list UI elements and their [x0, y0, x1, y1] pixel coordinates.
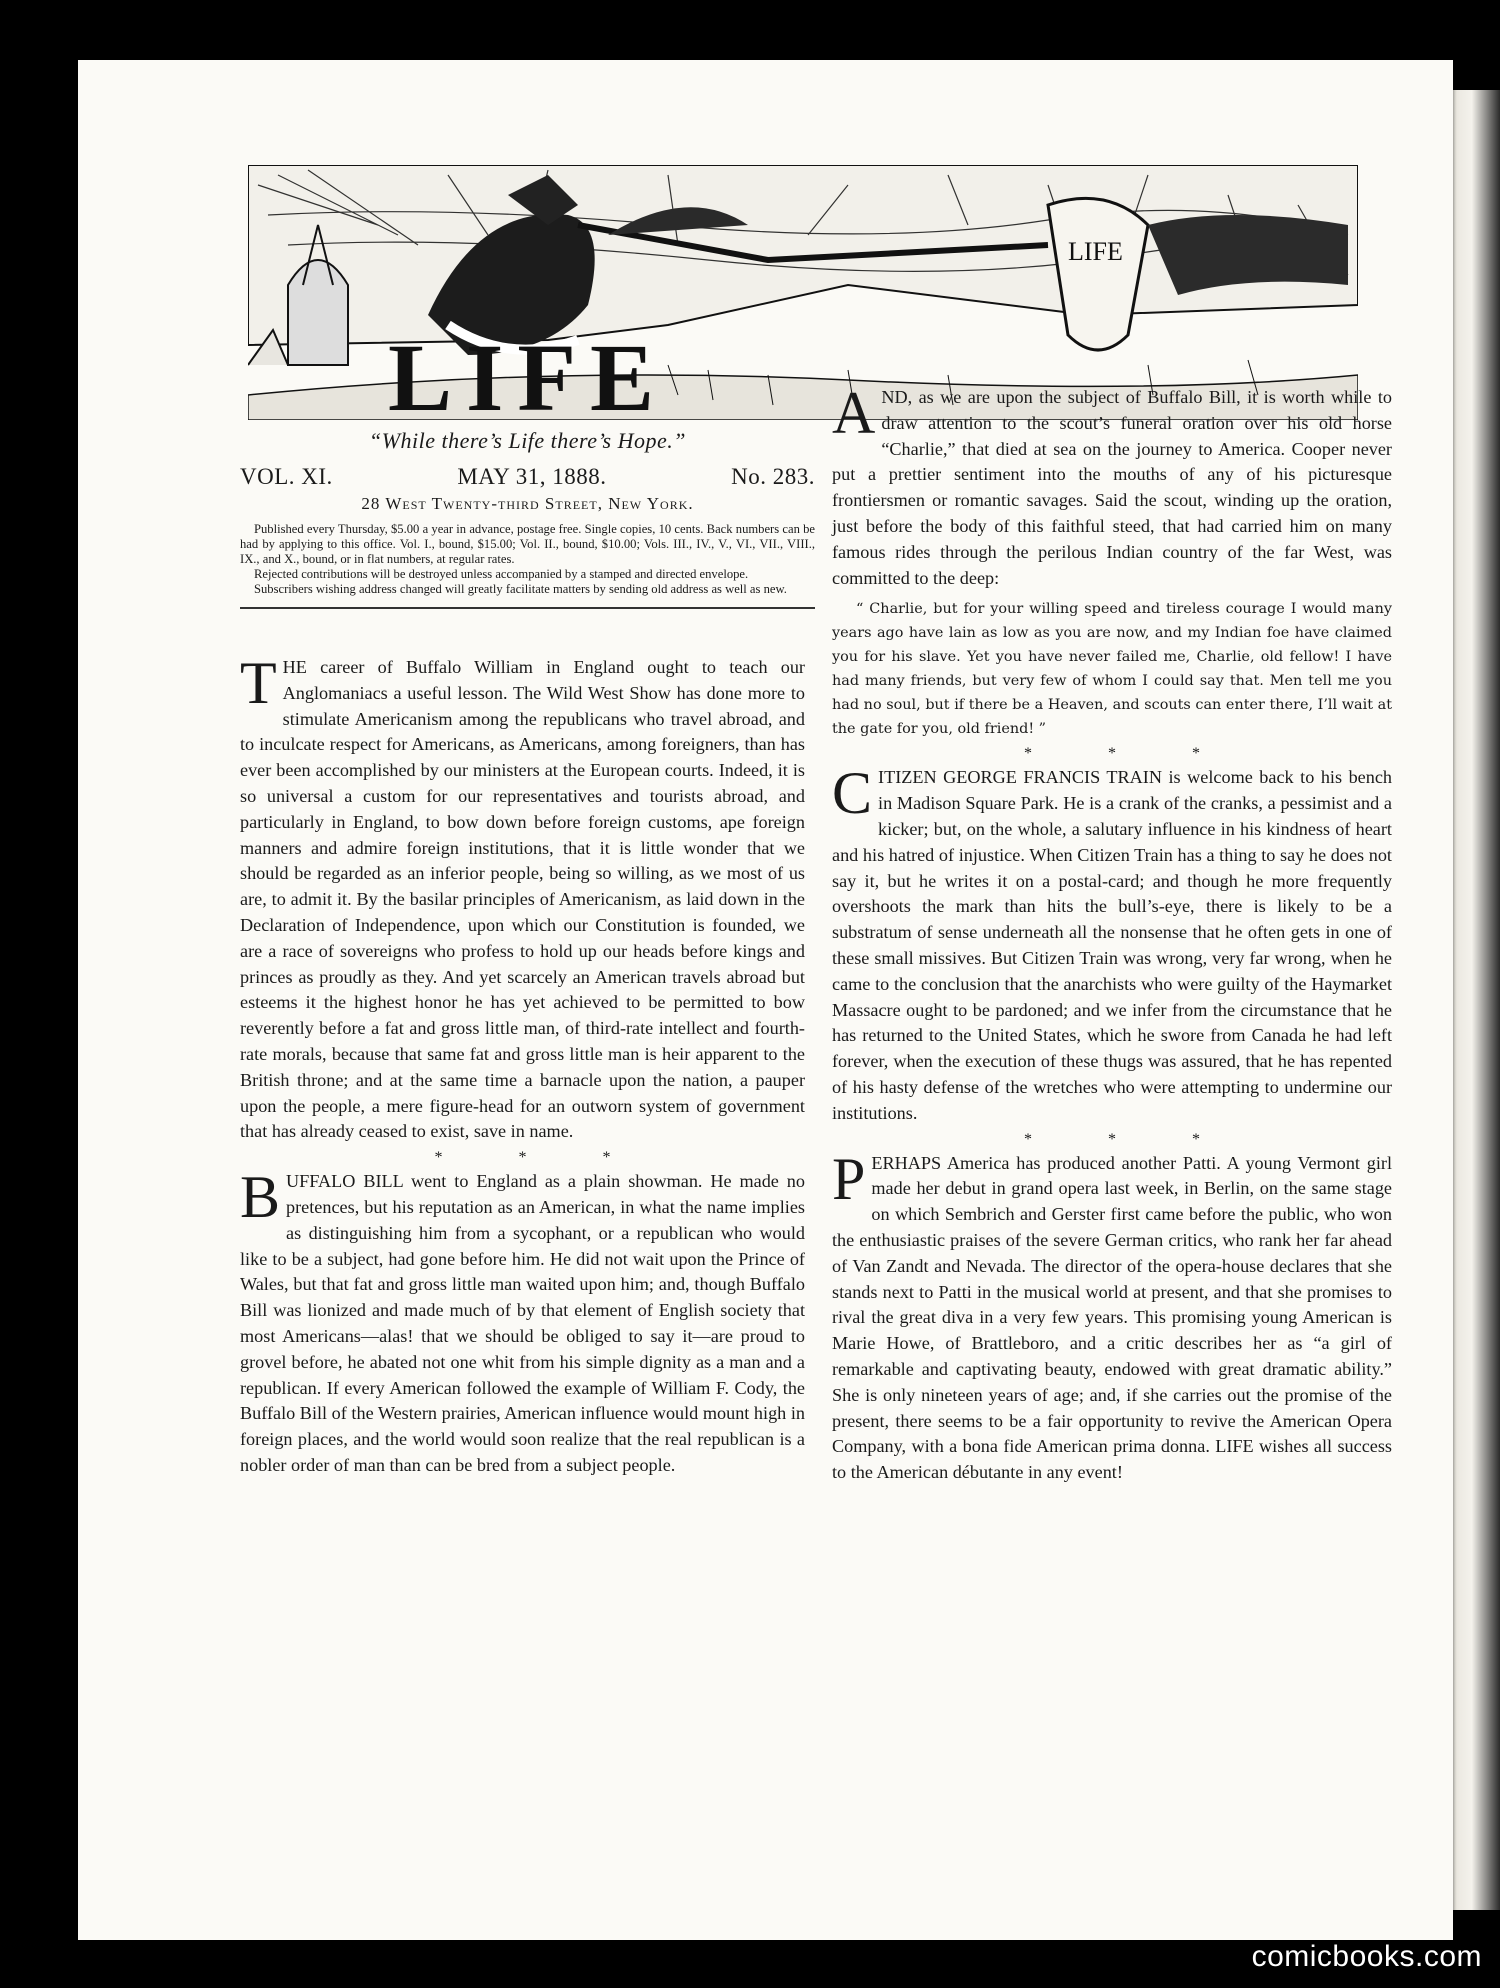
- publisher-address: 28 West Twenty-third Street, New York.: [361, 494, 694, 513]
- drop-cap: A: [832, 380, 876, 446]
- article-text: ERHAPS America has produced another Patti. A young Vermont girl made her debut in grand opera last week, in Berlin, on the same stage on which Sembrich and Gerster first came before the public, who won the enthusiastic praises of the severe German critics, who rank her far ahead of Van Zandt and Nevada. The director of the opera-house declares that she stands next to Patti in the musical world at present, and that she promises to rival the great diva in a very few years. This promising young American is Marie Howe, of Brattleboro, and a critic describes her as “a girl of remarkable and captivating beauty, endowed with great dramatic ability.” She is only nineteen years of age; and, if she carries out the promise of the present, there seems to be a fair opportunity to revive the American Opera Company, with a bona fide American prima donna. LIFE wishes all success to the American débutante in any event!: [832, 1152, 1392, 1483]
- motto: “While there’s Life there’s Hope.”: [368, 428, 687, 453]
- publication-info-line: Subscribers wishing address changed will greatly facilitate matters by sending old address as well as new.: [254, 582, 787, 596]
- article-buffalo-bill: [240, 1164, 805, 1479]
- article-charlie: [832, 380, 1392, 591]
- drop-cap: B: [240, 1164, 281, 1231]
- right-column: [832, 380, 1392, 1486]
- drop-cap: P: [832, 1145, 866, 1212]
- masthead-info: [240, 420, 815, 609]
- article-text: HE career of Buffalo William in England ought to teach our Anglomaniacs a useful lesson. The Wild West Show has done more to stimulate Americanism among the republicans who travel abroad, and to inculcate respect for Americans, as Americans, among foreigners, than has ever been accomplished by our ministers at the European courts. Indeed, it is so universal a custom for our representatives and tourists abroad, and particularly in England, to bow down before foreign customs, ape foreign manners and admire foreign institutions, that it is little wonder that we should be regarded as an inferior people, being so willing, as we most of us are, to admit it. By the basilar principles of Americanism, as laid down in the Declaration of Independence, upon which our Constitution is founded, we are a race of sovereigns who profess to hold up our heads before kings and princes as proudly as they. And yet scarcely an American travels abroad but esteems it the highest honor he has yet achieved to be permitted to bow reverently before a fat and gross little man, of third-rate intellect and fourth-rate morals, because that same fat and gross little man is heir apparent to the British throne; and at the same time a barnacle upon the nation, a pauper upon the people, a mere figure-head for an outworn system of government that has already ceased to exist, save in name.: [240, 657, 805, 1142]
- section-separator: * * *: [1024, 1130, 1236, 1148]
- drop-cap: T: [240, 650, 277, 716]
- masthead-title: LIFE: [388, 324, 669, 420]
- volume-label: VOL. XI.: [240, 464, 333, 489]
- section-separator: * * *: [1024, 745, 1236, 763]
- publication-info-line: Published every Thursday, $5.00 a year in advance, postage free. Single copies, 10 cents. Back numbers can be had by applying to this office. Vol. I., bound, $15.00; Vol. II., bound, $10.00; Vols. III., IV., V., VI., VII., VIII., IX., and X., bound, or in flat numbers, at regular rates.: [240, 522, 815, 566]
- page-edge: [1453, 90, 1500, 1910]
- publication-info: [240, 522, 815, 597]
- section-separator: * * *: [434, 1149, 647, 1167]
- masthead-illustration: [248, 165, 1358, 420]
- svg-text:LIFE: LIFE: [1068, 237, 1123, 266]
- article-text: UFFALO BILL went to England as a plain showman. He made no pretences, but his reputation as an American, in what the name implies as distinguishing him from a sycophant, or a republican who would like to be a subject, had gone before him. He did not wait upon the Prince of Wales, but that fat and gross little man waited upon him; and, though Buffalo Bill was lionized and made much of by that element of English society that most Americans—alas! that we should be obliged to say it—are proud to grovel before, he abated not one whit from his simple dignity as a man and a republican. If every American followed the example of William F. Cody, the Buffalo Bill of the Western prairies, American influence would mount high in foreign places, and the world would soon realize that the real republican is a nobler order of man than can be bred from a subject people.: [240, 1171, 805, 1475]
- article-train: [832, 760, 1392, 1126]
- drop-cap: C: [832, 760, 873, 827]
- article-anglomaniacs: [240, 650, 805, 1145]
- header-rule: [240, 607, 815, 609]
- issue-number: No. 283.: [731, 464, 815, 489]
- article-text: ITIZEN GEORGE FRANCIS TRAIN is welcome back to his bench in Madison Square Park. He is a crank of the cranks, a pessimist and a kicker; but, on the whole, a salutary influence in his kindness of heart and his hatred of injustice. When Citizen Train has a thing to say he does not say it, but he writes it on a postal-card; and though he more frequently overshoots the mark than hits the bull’s-eye, there is likely to be a substratum of sense underneath all the nonsense that he often gets in one of these small missives. But Citizen Train was wrong, very far wrong, when he came to the conclusion that the anarchists who were guilty of the Haymarket Massacre ought to be pardoned; and we infer from the circumstance that he has returned to the United States, which he swore from Canada he had left forever, when the execution of these thugs was assured, that he has repented of his hasty defense of the wretches who were attempting to undermine our institutions.: [832, 767, 1392, 1123]
- article-patti: [832, 1145, 1392, 1486]
- issue-date: MAY 31, 1888.: [457, 464, 607, 489]
- article-text: ND, as we are upon the subject of Buffalo Bill, it is worth while to draw attention to the scout’s funeral oration over his old horse “Charlie,” that died at sea on the journey to America. Cooper never put a prettier sentiment into the mouths of any of his picturesque frontiersmen or romantic savages. Said the scout, winding up the oration, just before the body of this faithful steed, that had carried him on many famous rides through the perilous Indian country of the far West, was committed to the deep:: [832, 387, 1392, 588]
- publication-info-line: Rejected contributions will be destroyed unless accompanied by a stamped and directed envelope.: [254, 567, 749, 581]
- block-quote: “ Charlie, but for your willing speed and tireless courage I would many years ago have lain as low as you are now, and my Indian foe have claimed you for his slave. Yet you have never failed me, Charlie, old fellow! I have had many friends, but very few of whom I could say that. Men tell me you had no soul, but if there be a Heaven, and scouts can enter there, I’ll wait at the gate for you, old friend! ”: [832, 601, 1392, 738]
- left-column: [240, 650, 805, 1479]
- issue-line: [240, 464, 815, 490]
- site-watermark: comicbooks.com: [1251, 1940, 1482, 1973]
